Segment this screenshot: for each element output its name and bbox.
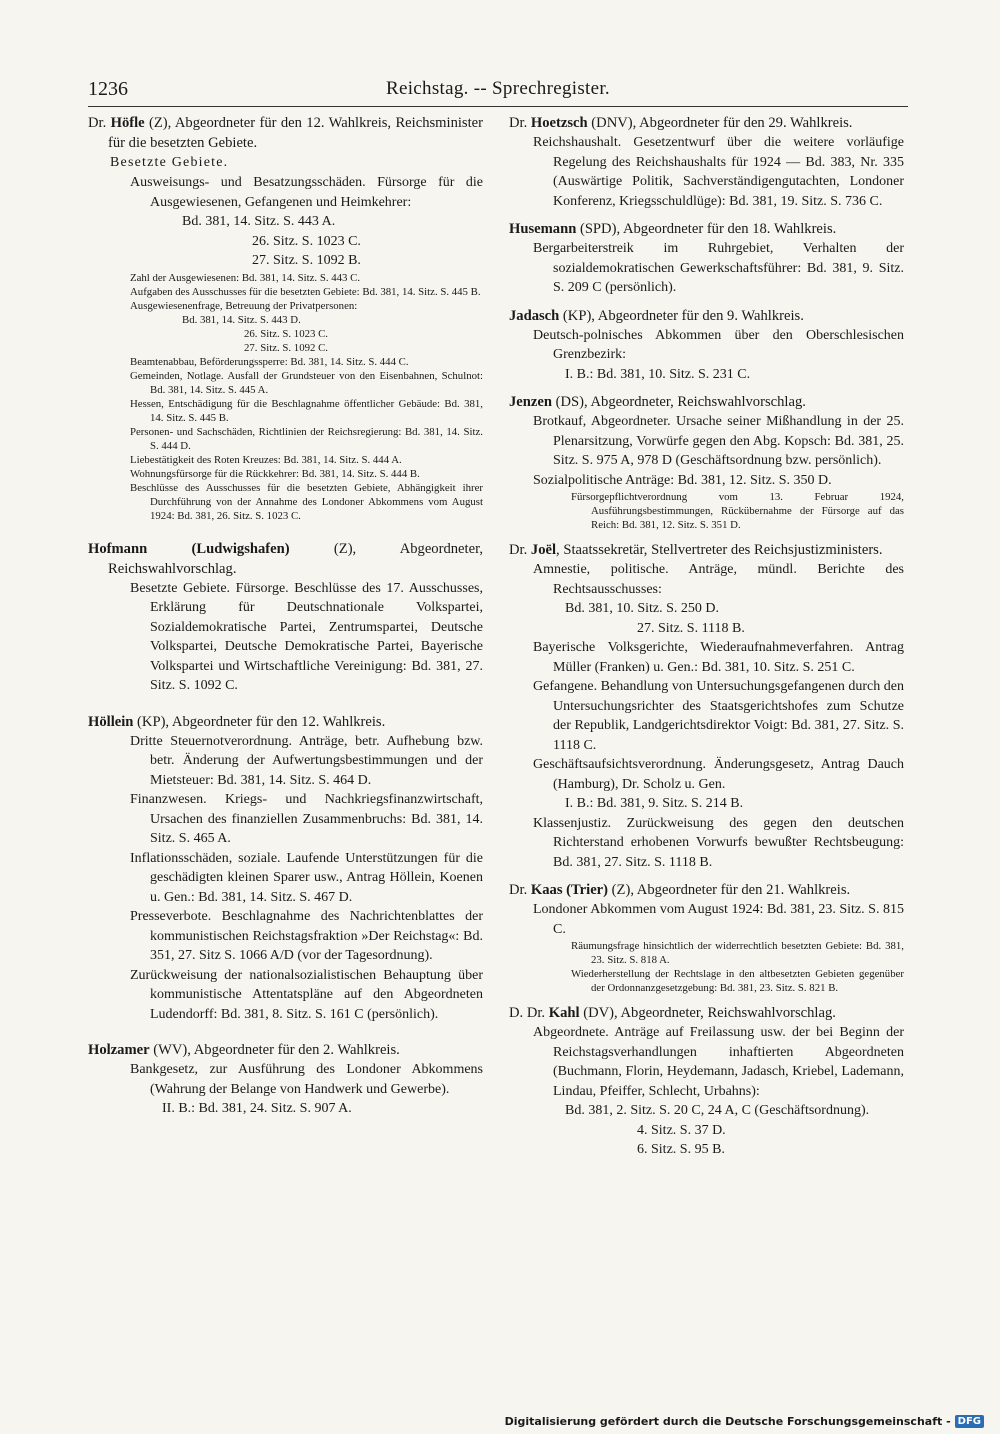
subject-line: Sozialpolitische Anträge: Bd. 381, 12. Sitz. S. 350 D. [533, 472, 832, 488]
reference-line: 6. Sitz. S. 95 B. [637, 1142, 725, 1157]
entry-heading: Jenzen (DS), Abgeordneter, Reichswahlvorschlag. [509, 394, 806, 410]
speaker-name: Husemann [509, 221, 577, 237]
subject-line: Presseverbote. Beschlagnahme des Nachrichtenblattes der kommunistischen Reichstagsfraktion »Der Reichstag«: Bd. 351, 27. Sitz S. 1066 A/D (vor der Tagesordnung). [130, 909, 483, 963]
speaker-name: Jadasch [509, 307, 560, 324]
speaker-name: Kaas (Trier) [530, 882, 609, 898]
subentry-small: Räumungsfrage hinsichtlich der widerrechtlich besetzten Gebiete: Bd. 381, 23. Sitz. S. 818 A. [571, 940, 904, 966]
reference-line: 26. Sitz. S. 1023 C. [252, 233, 361, 249]
reference-line: Bd. 381, 10. Sitz. S. 250 D. [565, 601, 720, 616]
subject-line: Besetzte Gebiete. Fürsorge. Beschlüsse des 17. Ausschusses, Erklärung für Deutschnationale Volkspartei, Sozialdemokratische Partei, Zentrumspartei, Deutsche Volkspartei, Deutsche Demokratische Partei, Bayerische Volkspartei und Wirtschaftliche Vereinigung: Bd. 381, 27. Sitz. S. 1092 C. [130, 580, 483, 693]
entry-jadasch [509, 306, 904, 385]
entry-hoetzsch [509, 113, 904, 211]
subject-line: Bergarbeiterstreik im Ruhrgebiet, Verhalten der sozialdemokratischen Gewerkschaftsführer: Bd. 381, 9. Sitz. S. 209 C (persönlich). [533, 241, 904, 295]
subject-line: Bayerische Volksgerichte, Wiederaufnahmeverfahren. Antrag Müller (Franken) u. Gen.: Bd. 381, 10. Sitz. S. 251 C. [533, 640, 904, 675]
header-rule [88, 106, 908, 107]
right-column [509, 113, 904, 1168]
reference-line: Bd. 381, 14. Sitz. S. 443 A. [182, 214, 336, 229]
speaker-name: Höllein [88, 713, 134, 730]
left-column [88, 113, 483, 1127]
entry-heading: Husemann (SPD), Abgeordneter für den 18. Wahlkreis. [509, 221, 837, 237]
subentry-small: Wiederherstellung der Rechtslage in den altbesetzten Gebieten gegenüber der Ordonnanzgesetzgebung: Bd. 381, 23. Sitz. S. 821 B. [571, 968, 904, 994]
reference-line: II. B.: Bd. 381, 24. Sitz. S. 907 A. [162, 1101, 352, 1116]
speaker-name: Hoetzsch [530, 115, 588, 131]
reference-line: Bd. 381, 2. Sitz. S. 20 C, 24 A, C (Geschäftsordnung). [565, 1103, 870, 1118]
dfg-logo: DFG [955, 1415, 984, 1428]
entry-kaas [509, 880, 904, 995]
subentry-small: Zahl der Ausgewiesenen: Bd. 381, 14. Sitz. S. 443 C. [130, 271, 361, 284]
entry-hoellein [88, 712, 483, 1025]
subentry-small: Gemeinden, Notlage. Ausfall der Grundsteuer von den Eisenbahnen, Schulnot: Bd. 381, 14. Sitz. S. 445 A. [130, 369, 483, 396]
reference-small: Bd. 381, 14. Sitz. S. 443 D. [182, 313, 301, 326]
reference-line: 27. Sitz. S. 1092 B. [252, 253, 361, 268]
entry-kahl [509, 1003, 904, 1160]
entry-heading: Holzamer (WV), Abgeordneter für den 2. Wahlkreis. [88, 1042, 400, 1058]
subentry-small: Personen- und Sachschäden, Richtlinien der Reichsregierung: Bd. 381, 14. Sitz. S. 444 D. [130, 425, 483, 452]
subject-line: Zurückweisung der nationalsozialistischen Behauptung über kommunistische Attentatspläne auf den Abgeordneten Ludendorff: Bd. 381, 8. Sitz. S. 161 C (persönlich). [130, 967, 483, 1022]
entry-hoefle [88, 113, 483, 523]
subject-line: Amnestie, politische. Anträge, mündl. Berichte des Rechtsausschusses: [533, 562, 904, 597]
entry-heading: Dr. Hoetzsch (DNV), Abgeordneter für den 29. Wahlkreis. [509, 115, 853, 131]
speaker-name: Holzamer [88, 1042, 150, 1058]
entry-heading: Höllein (KP), Abgeordneter für den 12. Wahlkreis. [88, 713, 386, 730]
entry-hofmann [88, 539, 483, 696]
subentry-small: Wohnungsfürsorge für die Rückkehrer: Bd. 381, 14. Sitz. S. 444 B. [130, 467, 420, 480]
entry-jenzen [509, 392, 904, 532]
speaker-name: Hofmann (Ludwigshafen) [88, 540, 290, 557]
reference-small: 26. Sitz. S. 1023 C. [244, 327, 328, 340]
entry-heading: Dr. Joël, Staatssekretär, Stellvertreter des Reichsjustizministers. [509, 542, 883, 558]
subentry-small: Aufgaben des Ausschusses für die besetzten Gebiete: Bd. 381, 14. Sitz. S. 445 B. [130, 285, 481, 298]
subject-line: Brotkauf, Abgeordneter. Ursache seiner Mißhandlung in der 25. Plenarsitzung, Vorwürfe gegen den Abg. Kopsch: Bd. 381, 25. Sitz. S. 975 A, 978 D (Geschäftsordnung bzw. persönlich). [533, 414, 904, 468]
entry-holzamer [88, 1040, 483, 1119]
subentry-small: Liebestätigkeit des Roten Kreuzes: Bd. 381, 14. Sitz. S. 444 A. [130, 453, 402, 466]
reference-line: 27. Sitz. S. 1118 B. [637, 620, 745, 636]
subject-line: Bankgesetz, zur Ausführung des Londoner Abkommens (Wahrung der Belange von Handwerk und Gewerbe). [130, 1062, 483, 1097]
subject-line: Finanzwesen. Kriegs- und Nachkriegsfinanzwirtschaft, Ursachen des finanziellen Zusammenbruchs: Bd. 381, 14. Sitz. S. 465 A. [130, 792, 483, 846]
reference-line: I. B.: Bd. 381, 9. Sitz. S. 214 B. [565, 796, 744, 811]
entry-heading: Hofmann (Ludwigshafen) (Z), Abgeordneter, Reichswahlvorschlag. [88, 540, 483, 577]
subject-line: Gefangene. Behandlung von Untersuchungsgefangenen durch den Untersuchungsrichter des Staatsgerichtshofes zum Schutze der Republik, Landgerichtsdirektor Voigt: Bd. 381, 27. Sitz. S. 1118 C. [533, 679, 904, 753]
speaker-name: Kahl [548, 1005, 580, 1021]
subentry-small: Beamtenabbau, Beförderungssperre: Bd. 381, 14. Sitz. S. 444 C. [130, 355, 409, 368]
running-title: Reichstag. -- Sprechregister. [386, 78, 610, 99]
topic-heading: Besetzte Gebiete. [110, 155, 229, 170]
digitization-credit [505, 1412, 984, 1430]
subentry-small: Beschlüsse des Ausschusses für die besetzten Gebiete, Abhängigkeit ihrer Durchführung von der Annahme des Londoner Abkommens vom August 1924: Bd. 381, 26. Sitz. S. 1023 C. [130, 481, 483, 522]
subentry-small: Ausgewiesenenfrage, Betreuung der Privatpersonen: [130, 299, 358, 312]
subject-line: Geschäftsaufsichtsverordnung. Änderungsgesetz, Antrag Dauch (Hamburg), Dr. Scholz u. Gen. [533, 757, 904, 792]
subject-line: Reichshaushalt. Gesetzentwurf über die weitere vorläufige Regelung des Reichshaushalts für 1924 — Bd. 383, Nr. 335 (Auswärtige Politik, Sachverständigengutachten, Londoner Konferenz, Kriegsschuldlüge): Bd. 381, 19. Sitz. S. 736 C. [533, 135, 904, 209]
reference-line: 4. Sitz. S. 37 D. [637, 1122, 726, 1138]
speaker-name: Höfle [110, 115, 145, 131]
entry-husemann [509, 219, 904, 298]
page-number: 1236 [88, 78, 128, 100]
entry-joel [509, 540, 904, 872]
speaker-name: Jenzen [509, 394, 552, 410]
subject-line: Klassenjustiz. Zurückweisung des gegen den deutschen Richterstand erhobenen Vorwurfs bewußter Rechtsbeugung: Bd. 381, 27. Sitz. S. 1118 B. [533, 815, 904, 870]
reference-line: I. B.: Bd. 381, 10. Sitz. S. 231 C. [565, 366, 751, 382]
entry-heading: Jadasch (KP), Abgeordneter für den 9. Wahlkreis. [509, 307, 804, 324]
page-header [88, 74, 908, 104]
credit-text: Digitalisierung gefördert durch die Deutsche Forschungsgemeinschaft - [504, 1414, 951, 1428]
entry-heading: Dr. Kaas (Trier) (Z), Abgeordneter für den 21. Wahlkreis. [509, 882, 851, 898]
reference-small: 27. Sitz. S. 1092 C. [244, 341, 328, 354]
subject-line: Abgeordnete. Anträge auf Freilassung usw. der bei Beginn der Reichstagsverhandlungen inhaftierten Abgeordneten (Buchmann, Florin, Heydemann, Jadasch, Kriebel, Lademann, Lindau, Pfeiffer, Schlecht, Urbahns): [533, 1025, 904, 1099]
subject-line: Ausweisungs- und Besatzungsschäden. Fürsorge für die Ausgewiesenen, Gefangenen und Heimkehrer: [130, 175, 483, 210]
entry-heading: D. Dr. Kahl (DV), Abgeordneter, Reichswahlvorschlag. [509, 1005, 836, 1021]
subject-line: Londoner Abkommen vom August 1924: Bd. 381, 23. Sitz. S. 815 C. [533, 902, 904, 937]
subject-line: Deutsch-polnisches Abkommen über den Oberschlesischen Grenzbezirk: [533, 327, 904, 362]
subentry-small: Fürsorgepflichtverordnung vom 13. Februar 1924, Ausführungsbestimmungen, Rückübernahme der Fürsorge auf das Reich: Bd. 381, 12. Sitz. S. 351 D. [571, 491, 904, 531]
subject-line: Dritte Steuernotverordnung. Anträge, betr. Aufhebung bzw. betr. Änderung der Aufwertungsbestimmungen und der Mietsteuer: Bd. 381, 14. Sitz. S. 464 D. [130, 733, 483, 788]
subject-line: Inflationsschäden, soziale. Laufende Unterstützungen für die geschädigten kleinen Sparer usw., Antrag Höllein, Koenen u. Gen.: Bd. 381, 14. Sitz. S. 467 D. [130, 850, 483, 905]
entry-heading: Dr. Höfle (Z), Abgeordneter für den 12. Wahlkreis, Reichsminister für die besetzten Gebiete. [88, 115, 483, 151]
subentry-small: Hessen, Entschädigung für die Beschlagnahme öffentlicher Gebäude: Bd. 381, 14. Sitz. S. 445 B. [130, 397, 483, 424]
speaker-name: Joël [530, 542, 557, 558]
